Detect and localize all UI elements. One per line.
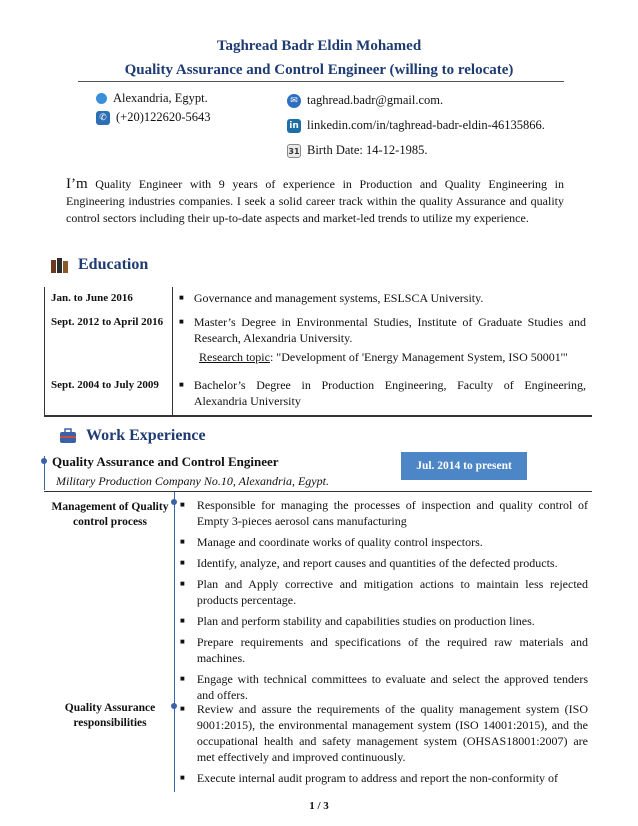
- education-desc: [173, 287, 593, 309]
- bullet-icon: ■: [179, 293, 184, 302]
- list-item-text: Prepare requirements and specifications of the required raw materials and machines.: [196, 635, 588, 665]
- list-item-text: Responsible for managing the processes of inspection and quality control of Empty 3-pieces aerosol cans manufacturing: [196, 498, 588, 528]
- education-desc: [173, 368, 593, 416]
- list-item: [180, 555, 588, 571]
- page-number: 1 / 3: [309, 800, 329, 812]
- timeline-dot: [41, 458, 47, 464]
- summary-text: Quality Engineer with 9 years of experience in Production and Quality Engineering in Engineering industries companies. I seek a solid career track within the quality Assurance and quality control sectors including their up-to-date aspects and market-led trends to utilize my experience.: [66, 177, 564, 225]
- email-icon: ✉: [287, 94, 301, 108]
- list-item-text: Plan and perform stability and capabilities studies on production lines.: [196, 614, 535, 628]
- list-item: [180, 576, 588, 608]
- list-item-text: Engage with technical committees to evaluate and select the approved tenders and offers.: [196, 672, 588, 702]
- section-divider-line: [174, 492, 175, 792]
- bullet-icon: ■: [180, 537, 185, 546]
- list-item: [180, 497, 588, 529]
- job-company: Military Production Company No.10, Alexandria, Egypt.: [56, 474, 329, 488]
- education-heading-text: Education: [78, 256, 149, 273]
- bullet-icon: ■: [180, 704, 185, 713]
- bullet-icon: ■: [180, 637, 185, 646]
- label-assurance: Quality Assurance responsibilities: [64, 702, 156, 729]
- phone-text: (+20)122620-5643: [116, 110, 211, 124]
- education-date: Sept. 2012 to April 2016: [45, 309, 173, 368]
- birth-text: Birth Date: 14-12-1985.: [307, 143, 428, 157]
- list-item: [180, 770, 588, 786]
- education-date: Jan. to June 2016: [45, 287, 173, 309]
- education-table: [44, 287, 592, 417]
- linkedin-text[interactable]: linkedin.com/in/taghread-badr-eldin-46135866.: [307, 118, 545, 132]
- bullet-icon: ■: [179, 380, 184, 389]
- list-item: [180, 634, 588, 666]
- list-item: [180, 701, 588, 765]
- bullet-icon: ■: [179, 317, 184, 326]
- education-desc: [173, 309, 593, 368]
- assurance-list: [180, 701, 588, 791]
- title-divider: [78, 81, 564, 82]
- location-pin-icon: [96, 93, 107, 104]
- contact-linkedin: [287, 118, 545, 133]
- contact-location: [96, 91, 208, 106]
- phone-icon: ✆: [96, 111, 110, 125]
- research-label: Research topic: [199, 350, 270, 364]
- bullet-icon: ■: [180, 500, 185, 509]
- job-period-badge: Jul. 2014 to present: [401, 452, 527, 480]
- education-item: Bachelor’s Degree in Production Engineering, Faculty of Engineering, Alexandria University: [193, 378, 586, 408]
- research-text: : "Development of 'Energy Management System, ISO 50001'": [269, 350, 568, 364]
- label-management: Management of Quality control process: [51, 501, 169, 528]
- list-item: [180, 613, 588, 629]
- bullet-icon: ■: [180, 674, 185, 683]
- list-item: [180, 671, 588, 703]
- list-item: [180, 534, 588, 550]
- bullet-icon: ■: [180, 579, 185, 588]
- list-item-text: Plan and Apply corrective and mitigation actions to maintain less rejected products percentage.: [196, 577, 588, 607]
- briefcase-icon: [58, 427, 78, 445]
- books-icon: [50, 256, 70, 274]
- education-row: [45, 309, 593, 368]
- work-heading-text: Work Experience: [86, 427, 206, 444]
- education-date: Sept. 2004 to July 2009: [45, 368, 173, 416]
- education-row: [45, 368, 593, 416]
- research-note: [179, 349, 586, 365]
- list-item-text: Manage and coordinate works of quality control inspectors.: [196, 535, 483, 549]
- profile-summary: [66, 176, 564, 227]
- contact-birth: [287, 143, 427, 158]
- calendar-icon: 31: [287, 144, 301, 158]
- list-item-text: Identify, analyze, and report causes and quantities of the defected products.: [196, 556, 558, 570]
- job-divider: [44, 491, 592, 492]
- education-item: Master’s Degree in Environmental Studies, Institute of Graduate Studies and Research, Alexandria University.: [193, 315, 586, 345]
- management-list: [180, 497, 588, 708]
- education-item: Governance and management systems, ESLSCA University.: [193, 291, 484, 305]
- location-text: Alexandria, Egypt.: [113, 91, 208, 105]
- bullet-icon: ■: [180, 616, 185, 625]
- bullet-icon: ■: [180, 558, 185, 567]
- list-item-text: Execute internal audit program to address and report the non-conformity of: [196, 771, 559, 785]
- contact-phone: [96, 110, 211, 125]
- candidate-name: Taghread Badr Eldin Mohamed: [216, 38, 422, 54]
- education-row: [45, 287, 593, 309]
- contact-email: [287, 93, 443, 108]
- bullet-icon: ■: [180, 773, 185, 782]
- summary-lead: I’m: [66, 176, 88, 192]
- candidate-title: Quality Assurance and Control Engineer (willing to relocate): [124, 62, 514, 78]
- work-heading: [58, 427, 206, 445]
- education-heading: [50, 256, 148, 274]
- linkedin-icon: in: [287, 119, 301, 133]
- list-item-text: Review and assure the requirements of the quality management system (ISO 9001:2015), the environmental management system (ISO 14001:2015), and the occupational health and safety management system (OHSAS18001:2007) are met effectively and improved continuously.: [196, 702, 588, 764]
- job-title: Quality Assurance and Control Engineer: [52, 454, 279, 469]
- email-text[interactable]: taghread.badr@gmail.com.: [307, 93, 444, 107]
